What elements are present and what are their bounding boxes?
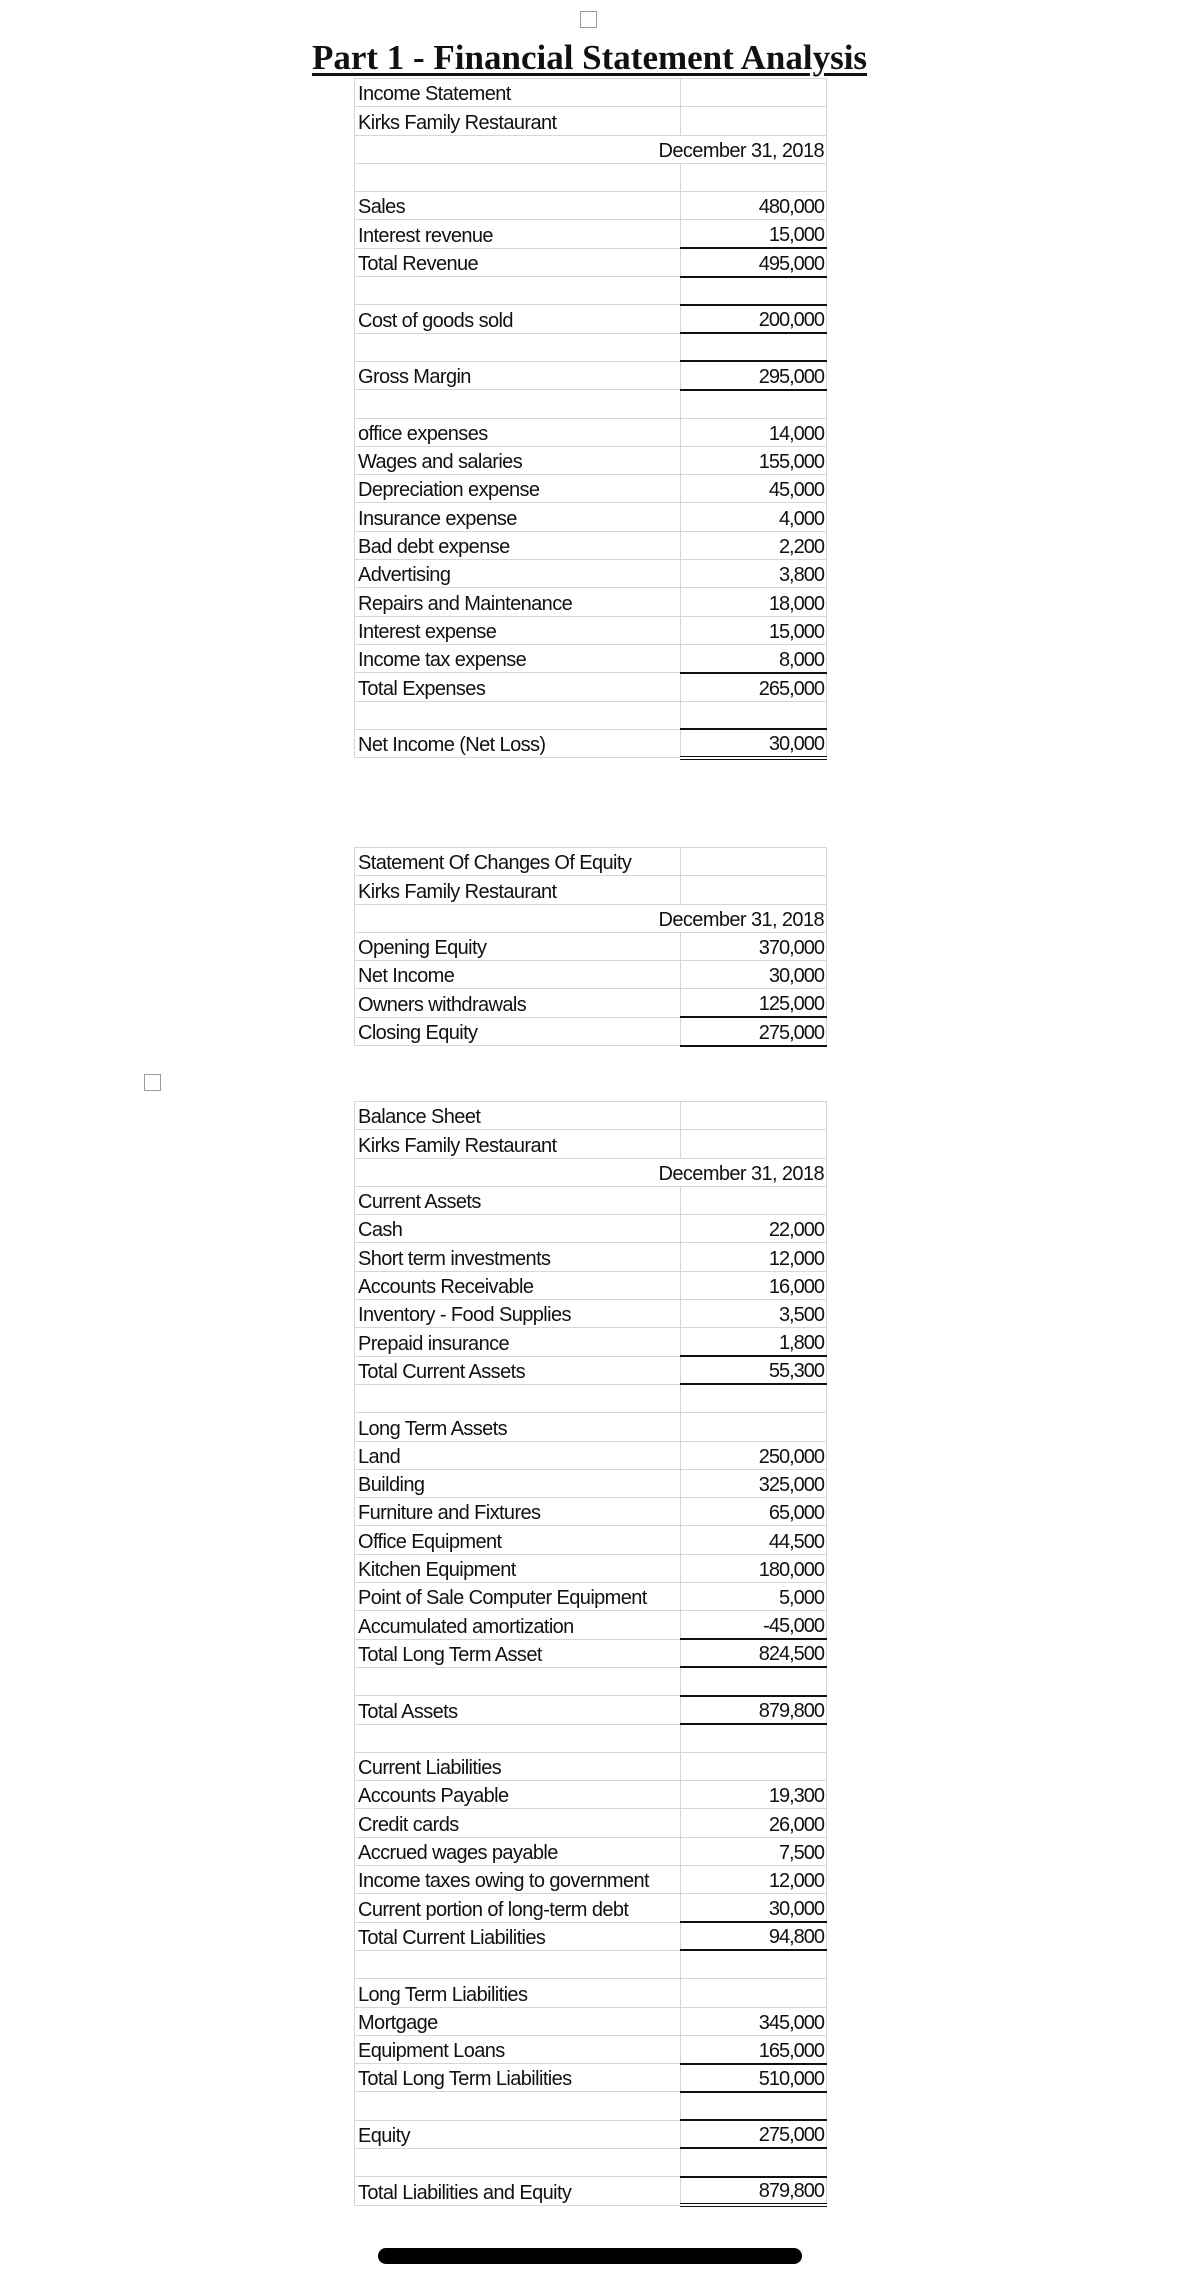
table-row — [355, 1384, 827, 1412]
row-value: 44,500 — [681, 1526, 827, 1554]
row-value: 125,000 — [681, 989, 827, 1017]
table-row — [355, 1498, 827, 1526]
row-label: Income taxes owing to government — [355, 1866, 681, 1894]
row-label: Owners withdrawals — [355, 989, 681, 1017]
table-row — [355, 390, 827, 418]
row-label: Credit cards — [355, 1809, 681, 1837]
row-label: Total Assets — [355, 1696, 681, 1724]
checkbox-top[interactable] — [580, 11, 597, 28]
table-row — [355, 2035, 827, 2063]
row-value: 824,500 — [681, 1639, 827, 1667]
table-row — [355, 1413, 827, 1441]
table-row — [355, 163, 827, 191]
table-row — [355, 1469, 827, 1497]
table-row — [355, 1243, 827, 1271]
table-row — [355, 1696, 827, 1724]
section-heading: Current Assets — [355, 1186, 681, 1214]
row-value: 275,000 — [681, 1017, 827, 1045]
table-row — [355, 1158, 827, 1186]
row-value: 30,000 — [681, 729, 827, 757]
row-label: Furniture and Fixtures — [355, 1498, 681, 1526]
row-value: 18,000 — [681, 588, 827, 616]
row-value: 16,000 — [681, 1271, 827, 1299]
table-row — [355, 1639, 827, 1667]
row-label: office expenses — [355, 418, 681, 446]
table-row — [355, 1130, 827, 1158]
row-label: Interest expense — [355, 616, 681, 644]
row-label: Total Current Assets — [355, 1356, 681, 1384]
table-row — [355, 2007, 827, 2035]
row-label: Equipment Loans — [355, 2035, 681, 2063]
row-label: Cash — [355, 1215, 681, 1243]
row-value: 275,000 — [681, 2120, 827, 2148]
table-row — [355, 2177, 827, 2205]
table-row — [355, 531, 827, 559]
row-label: Interest revenue — [355, 220, 681, 248]
row-label: Accrued wages payable — [355, 1837, 681, 1865]
row-value: 4,000 — [681, 503, 827, 531]
table-row — [355, 961, 827, 989]
table-row — [355, 932, 827, 960]
table-row — [355, 277, 827, 305]
table-row — [355, 248, 827, 276]
row-label: Total Revenue — [355, 248, 681, 276]
table-row — [355, 1526, 827, 1554]
table-row — [355, 2064, 827, 2092]
equity-statement-table — [354, 847, 827, 1047]
table-row — [355, 475, 827, 503]
table-row — [355, 107, 827, 135]
home-indicator[interactable] — [378, 2248, 802, 2264]
row-value: 495,000 — [681, 248, 827, 276]
row-value: 165,000 — [681, 2035, 827, 2063]
row-label: Short term investments — [355, 1243, 681, 1271]
row-label: Office Equipment — [355, 1526, 681, 1554]
row-value: 325,000 — [681, 1469, 827, 1497]
table-row — [355, 1356, 827, 1384]
table-row — [355, 1667, 827, 1695]
row-value: 12,000 — [681, 1243, 827, 1271]
row-value: 345,000 — [681, 2007, 827, 2035]
row-value: -45,000 — [681, 1611, 827, 1639]
company-name: Kirks Family Restaurant — [355, 107, 681, 135]
table-row — [355, 1837, 827, 1865]
row-label: Total Long Term Liabilities — [355, 2064, 681, 2092]
row-value: 45,000 — [681, 475, 827, 503]
row-label: Depreciation expense — [355, 475, 681, 503]
row-value: 180,000 — [681, 1554, 827, 1582]
row-value: 879,800 — [681, 2177, 827, 2205]
table-row — [355, 904, 827, 932]
table-row — [355, 848, 827, 876]
statement-date: December 31, 2018 — [355, 904, 827, 932]
row-value: 22,000 — [681, 1215, 827, 1243]
row-label: Closing Equity — [355, 1017, 681, 1045]
table-row — [355, 876, 827, 904]
section-heading: Long Term Liabilities — [355, 1979, 681, 2007]
table-row — [355, 2092, 827, 2120]
table-row — [355, 418, 827, 446]
row-value: 30,000 — [681, 961, 827, 989]
table-row — [355, 1894, 827, 1922]
table-row — [355, 1102, 827, 1130]
row-label: Mortgage — [355, 2007, 681, 2035]
row-value: 200,000 — [681, 305, 827, 333]
table-row — [355, 1809, 827, 1837]
page-title: Part 1 - Financial Statement Analysis — [311, 38, 868, 77]
table-row — [355, 1979, 827, 2007]
row-label: Point of Sale Computer Equipment — [355, 1583, 681, 1611]
row-label: Wages and salaries — [355, 446, 681, 474]
table-row — [355, 220, 827, 248]
equity-statement-heading: Statement Of Changes Of Equity — [355, 848, 681, 876]
row-value: 65,000 — [681, 1498, 827, 1526]
table-row — [355, 1017, 827, 1045]
row-value: 1,800 — [681, 1328, 827, 1356]
table-row — [355, 135, 827, 163]
table-row — [355, 1300, 827, 1328]
row-label: Opening Equity — [355, 932, 681, 960]
row-label: Total Expenses — [355, 673, 681, 701]
table-row — [355, 1271, 827, 1299]
table-row — [355, 644, 827, 672]
row-label: Land — [355, 1441, 681, 1469]
row-label: Net Income (Net Loss) — [355, 729, 681, 757]
row-value: 510,000 — [681, 2064, 827, 2092]
table-row — [355, 503, 827, 531]
table-row — [355, 673, 827, 701]
row-label: Bad debt expense — [355, 531, 681, 559]
table-row — [355, 989, 827, 1017]
row-value: 3,800 — [681, 560, 827, 588]
row-label: Total Current Liabilities — [355, 1922, 681, 1950]
row-label: Total Liabilities and Equity — [355, 2177, 681, 2205]
row-value: 370,000 — [681, 932, 827, 960]
table-row — [355, 588, 827, 616]
row-label: Sales — [355, 192, 681, 220]
row-value: 7,500 — [681, 1837, 827, 1865]
table-row — [355, 333, 827, 361]
company-name: Kirks Family Restaurant — [355, 876, 681, 904]
table-row — [355, 1611, 827, 1639]
row-value: 250,000 — [681, 1441, 827, 1469]
table-row — [355, 1441, 827, 1469]
row-label: Accounts Payable — [355, 1781, 681, 1809]
table-row — [355, 1922, 827, 1950]
row-label: Accounts Receivable — [355, 1271, 681, 1299]
table-row — [355, 305, 827, 333]
table-row — [355, 2120, 827, 2148]
table-row — [355, 1328, 827, 1356]
row-value: 15,000 — [681, 616, 827, 644]
balance-sheet-table — [354, 1101, 827, 2207]
row-label: Advertising — [355, 560, 681, 588]
checkbox-middle[interactable] — [144, 1074, 161, 1091]
table-row — [355, 1215, 827, 1243]
table-row — [355, 2148, 827, 2176]
table-row — [355, 729, 827, 757]
row-label: Building — [355, 1469, 681, 1497]
table-row — [355, 79, 827, 107]
statement-date: December 31, 2018 — [355, 1158, 827, 1186]
balance-sheet-heading: Balance Sheet — [355, 1102, 681, 1130]
row-label: Income tax expense — [355, 644, 681, 672]
income-statement-heading: Income Statement — [355, 79, 681, 107]
table-row — [355, 1752, 827, 1780]
row-label: Accumulated amortization — [355, 1611, 681, 1639]
company-name: Kirks Family Restaurant — [355, 1130, 681, 1158]
row-value: 15,000 — [681, 220, 827, 248]
table-row — [355, 1554, 827, 1582]
table-row — [355, 1186, 827, 1214]
row-value: 5,000 — [681, 1583, 827, 1611]
row-label: Repairs and Maintenance — [355, 588, 681, 616]
row-value: 879,800 — [681, 1696, 827, 1724]
table-row — [355, 192, 827, 220]
table-row — [355, 1724, 827, 1752]
row-value: 8,000 — [681, 644, 827, 672]
table-row — [355, 361, 827, 389]
row-value: 155,000 — [681, 446, 827, 474]
row-label: Insurance expense — [355, 503, 681, 531]
section-heading: Long Term Assets — [355, 1413, 681, 1441]
table-row — [355, 1950, 827, 1978]
row-value: 2,200 — [681, 531, 827, 559]
table-row — [355, 616, 827, 644]
section-heading: Current Liabilities — [355, 1752, 681, 1780]
row-value: 14,000 — [681, 418, 827, 446]
row-value: 30,000 — [681, 1894, 827, 1922]
table-row — [355, 1781, 827, 1809]
row-label: Net Income — [355, 961, 681, 989]
income-statement-table — [354, 78, 827, 760]
row-label: Prepaid insurance — [355, 1328, 681, 1356]
row-label: Gross Margin — [355, 361, 681, 389]
row-value: 94,800 — [681, 1922, 827, 1950]
table-row — [355, 446, 827, 474]
row-label: Inventory - Food Supplies — [355, 1300, 681, 1328]
row-value: 19,300 — [681, 1781, 827, 1809]
row-label: Cost of goods sold — [355, 305, 681, 333]
table-row — [355, 560, 827, 588]
row-value: 55,300 — [681, 1356, 827, 1384]
row-value: 295,000 — [681, 361, 827, 389]
table-row — [355, 701, 827, 729]
row-label: Equity — [355, 2120, 681, 2148]
row-value: 26,000 — [681, 1809, 827, 1837]
row-label: Kitchen Equipment — [355, 1554, 681, 1582]
row-value: 3,500 — [681, 1300, 827, 1328]
row-label: Total Long Term Asset — [355, 1639, 681, 1667]
table-row — [355, 1866, 827, 1894]
row-value: 12,000 — [681, 1866, 827, 1894]
table-row — [355, 1583, 827, 1611]
row-value: 480,000 — [681, 192, 827, 220]
row-value: 265,000 — [681, 673, 827, 701]
statement-date: December 31, 2018 — [355, 135, 827, 163]
row-label: Current portion of long-term debt — [355, 1894, 681, 1922]
